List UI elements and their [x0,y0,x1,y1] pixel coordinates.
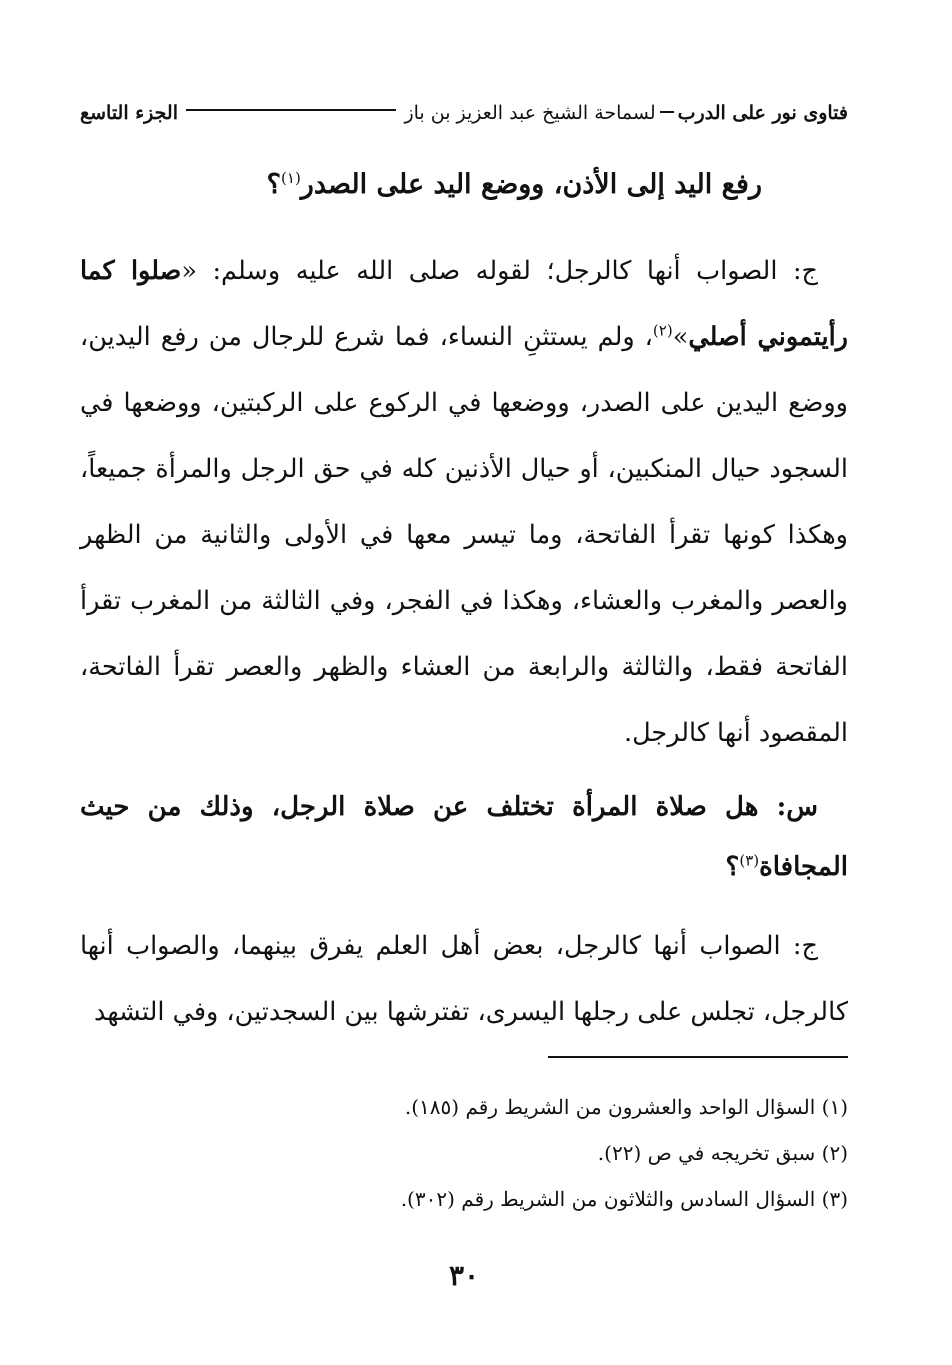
book-page [80,0,848,1365]
footnote-item: (٢) سبق تخريجه في ص (٢٢). [597,1141,848,1165]
section-heading-text: رفع اليد إلى الأذن، ووضع اليد على الصدر [300,169,762,200]
author-credit: لسماحة الشيخ عبد العزيز بن باز [404,102,656,124]
footnote-item: (١) السؤال الواحد والعشرون من الشريط رقم (١٨٥). [404,1095,848,1119]
answer-1-rest: ، ولم يستثنِ النساء، فما شرع للرجال من رفع اليدين، ووضع اليدين على الصدر، ووضعها في الركوع على الركبتين، ووضعها في السجود حيال المنكبين، أو حيال الأذنين كله في حق الرجل والمرأة جميعاً، وهكذا كونها تقرأ الفاتحة، وما تيسر معها في الأولى والثانية من الظهر والعصر والمغرب والعشاء، وهكذا في الفجر، وفي الثالثة من المغرب تقرأ الفاتحة فقط، والثالثة والرابعة من العشاء والظهر والعصر تقرأ الفاتحة، المقصود أنها كالرجل. [80,322,848,748]
answer-paragraph-1 [80,238,848,766]
header-rule-line [186,109,396,111]
question-2-body: س: هل صلاة المرأة تختلف عن صلاة الرجل، وذلك من حيث المجافاة [80,792,848,882]
question-2-question-mark: ؟ [725,852,740,882]
heading-question-mark: ؟ [266,169,282,200]
volume-label: الجزء التاسع [80,102,178,124]
answer-1-prefix: ج: الصواب أنها كالرجل؛ لقوله صلى الله عليه وسلم: « [181,256,819,286]
footnote-ref-3: (٣) [739,851,760,870]
question-2-text [80,777,848,897]
book-title: فتاوى نور على الدرب [677,102,848,124]
running-header-left-group [404,98,848,128]
running-header [80,98,848,128]
hadith-quote: صلوا كما رأيتموني أصلي [80,256,848,352]
footnotes-list [80,1084,848,1222]
footnote-separator-rule [548,1056,848,1058]
answer-1-text [80,238,848,766]
answer-paragraph-2 [80,913,848,1045]
header-dash-separator [660,111,674,113]
section-heading [267,162,762,208]
answer-2-text: ج: الصواب أنها كالرجل، بعض أهل العلم يفرق بينهما، والصواب أنها كالرجل، تجلس على رجلها اليسرى، تفترشها بين السجدتين، وفي التشهد [80,931,848,1027]
footnote-item: (٣) السؤال السادس والثلاثون من الشريط رقم (٣٠٢). [400,1187,848,1211]
footnote-ref-1: (١) [281,169,301,187]
question-paragraph-2 [80,777,848,897]
hadith-close-quote: » [672,322,689,352]
footnote-ref-2: (٢) [652,321,673,340]
page-number: ٣٠ [448,1259,480,1292]
